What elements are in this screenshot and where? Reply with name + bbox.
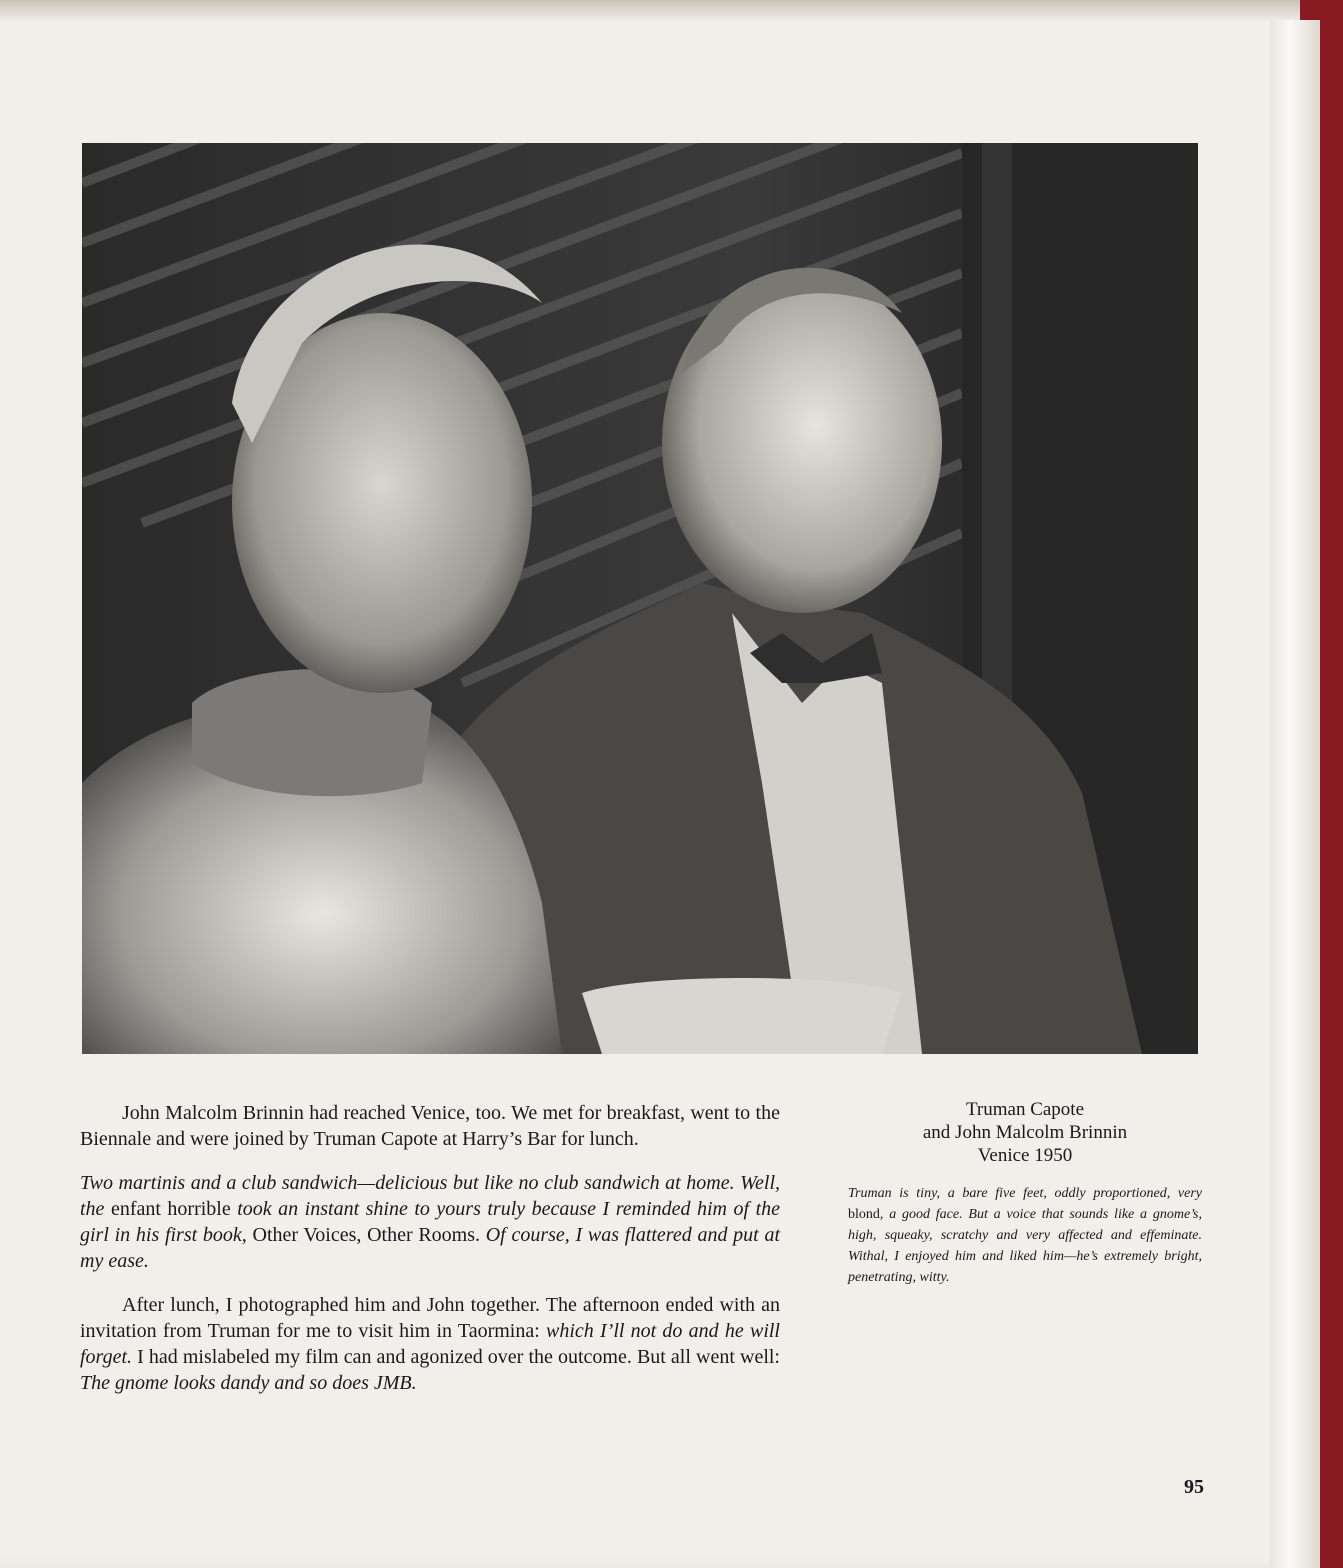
caption-line-1: Truman Capote bbox=[965, 1099, 1085, 1120]
caption-note-a: Truman is tiny, a bare five feet, oddly proportioned, very bbox=[848, 1186, 1202, 1201]
photo-caption bbox=[848, 1098, 1202, 1288]
paragraph-3-italic-d: The gnome looks dandy and so does JMB. bbox=[80, 1372, 417, 1394]
caption-note-c: , a good face. But a voice that sounds like a gnome’s, high, squeaky, scratchy and very affected and effeminate. Withal, I enjoyed him and liked him—he’s extremely bright, penetrating, witty. bbox=[848, 1207, 1202, 1285]
caption-note bbox=[848, 1183, 1202, 1288]
page-edge bbox=[1270, 20, 1320, 1568]
paragraph-1 bbox=[80, 1100, 780, 1152]
paragraph-2-roman-b: enfant horrible bbox=[110, 1198, 231, 1220]
paragraph-3-italic-b: which I’ll not do and he will forget. bbox=[80, 1320, 780, 1368]
paragraph-3 bbox=[80, 1292, 780, 1396]
caption-line-2: and John Malcolm Brinnin bbox=[922, 1122, 1128, 1143]
paragraph-2-italic-e: Of course, I was flattered and put at my ease. bbox=[80, 1224, 780, 1272]
page-top-shadow bbox=[0, 0, 1300, 22]
paragraph-2-italic-c: took an instant shine to yours truly because I reminded him of the girl in his first book, bbox=[80, 1198, 780, 1246]
paragraph-2-italic-a: Two martinis and a club sandwich—delicious but like no club sandwich at home. Well, the bbox=[80, 1172, 780, 1220]
paragraph-2-book-title: Other Voices, Other Rooms. bbox=[252, 1224, 481, 1246]
caption-title bbox=[848, 1098, 1202, 1167]
portrait-photo bbox=[82, 143, 1198, 1054]
paragraph-3-roman-c: I had mislabeled my film can and agonized over the outcome. But all went well: bbox=[132, 1346, 780, 1368]
page-number: 95 bbox=[1184, 1476, 1204, 1498]
body-text bbox=[80, 1100, 780, 1414]
caption-line-3: Venice 1950 bbox=[977, 1145, 1073, 1166]
portrait-photo-icon bbox=[82, 143, 1198, 1054]
paragraph-3-roman-a: After lunch, I photographed him and John together. The afternoon ended with an invitation from Truman for me to visit him in Taormina: bbox=[80, 1294, 780, 1342]
paragraph-2 bbox=[80, 1170, 780, 1274]
paragraph-1-text: John Malcolm Brinnin had reached Venice, too. We met for breakfast, went to the Biennale and were joined by Truman Capote at Harry’s Bar for lunch. bbox=[80, 1102, 780, 1150]
caption-note-b: blond bbox=[848, 1207, 880, 1222]
